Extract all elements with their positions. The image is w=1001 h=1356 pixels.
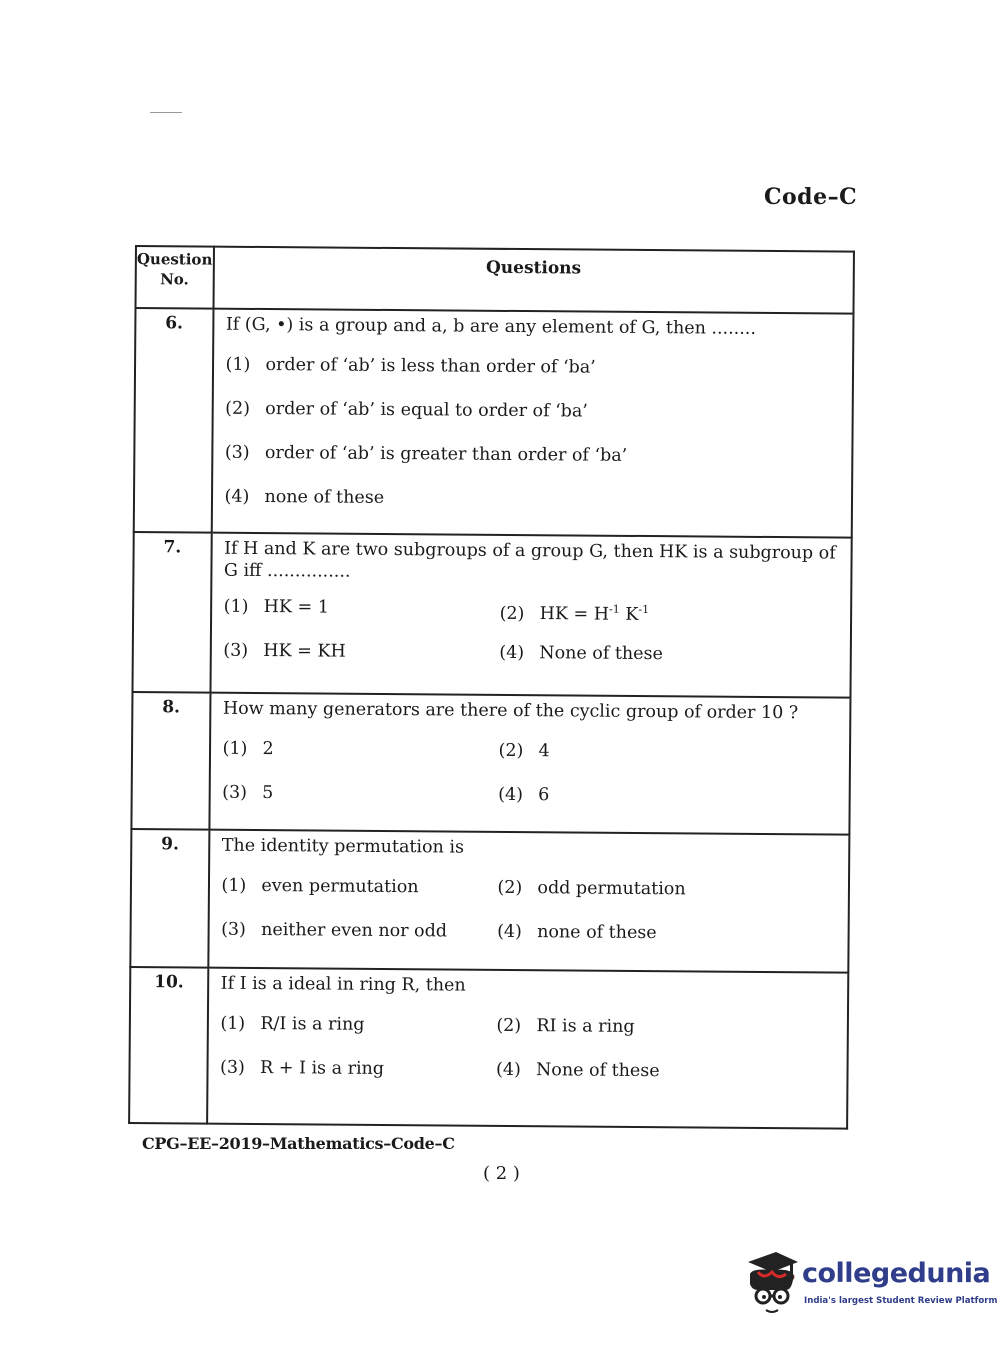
option: (1) R/I is a ring (220, 1013, 365, 1035)
question-row (132, 532, 851, 698)
option: (1) HK = 1 (223, 596, 330, 618)
questions-table (128, 245, 855, 1130)
header-question-no: Question No. (136, 246, 214, 309)
option: (4) 6 (498, 784, 550, 806)
option-row (221, 875, 838, 924)
mascot-icon (742, 1250, 804, 1320)
option: (1) 2 (222, 738, 274, 760)
option: (2) odd permutation (497, 877, 686, 900)
table-header-row (136, 246, 854, 314)
option: (4) None of these (495, 1059, 660, 1082)
question-body (208, 830, 850, 973)
option: (4) None of these (499, 642, 664, 665)
option: (2) RI is a ring (496, 1015, 635, 1037)
question-row (130, 829, 849, 973)
option-row (222, 738, 839, 787)
question-number: 7. (132, 532, 211, 693)
collegedunia-logo (742, 1250, 998, 1320)
option-row (222, 782, 839, 813)
option-row (223, 596, 840, 645)
footer-doc-code: CPG–EE–2019–Mathematics–Code–C (142, 1134, 455, 1153)
option: (2) order of ‘ab’ is equal to order of ‘ba’ (225, 398, 589, 422)
option: (3) 5 (222, 782, 274, 804)
logo-tagline: India's largest Student Review Platform (804, 1296, 998, 1306)
option: (1) order of ‘ab’ is less than order of ‘ba’ (225, 354, 596, 378)
logo-name: collegedunia (802, 1258, 991, 1289)
option: (4) none of these (497, 921, 657, 944)
question-body (211, 309, 853, 538)
option: (1) even permutation (221, 875, 419, 898)
question-number: 9. (130, 829, 209, 968)
option: (3) order of ‘ab’ is greater than order of ‘ba’ (224, 442, 628, 466)
question-body (207, 968, 849, 1129)
option: (2) HK = $H^{-1}$ $K^{-1}$ (499, 602, 650, 625)
question-stem: If H and K are two subgroups of a group G, then HK is a subgroup of G iff ............... (223, 538, 836, 582)
header-questions: Questions (213, 247, 854, 314)
option-row (220, 1013, 837, 1062)
question-body (209, 693, 851, 835)
question-stem: The identity permutation is (221, 835, 465, 858)
question-number: 8. (131, 692, 210, 830)
option: (3) HK = KH (223, 640, 346, 662)
question-stem: If I is a ideal in ring R, then (220, 973, 466, 996)
question-number: 10. (129, 967, 208, 1124)
option-row (223, 640, 840, 671)
question-row (131, 692, 850, 835)
option: (3) neither even nor odd (221, 919, 448, 942)
question-body (210, 533, 852, 698)
paper-code: Code–C (764, 184, 858, 210)
stray-mark (150, 112, 182, 113)
question-stem: If (G, •) is a group and a, b are any element of G, then ........ (225, 314, 757, 339)
question-number: 6. (134, 308, 213, 533)
page-number: ( 2 ) (483, 1163, 520, 1184)
option: (3) R + I is a ring (219, 1057, 385, 1079)
option: (2) 4 (498, 740, 550, 762)
question-row (129, 967, 848, 1129)
option-row (220, 1057, 837, 1088)
question-row (134, 308, 854, 538)
question-stem: How many generators are there of the cyclic group of order 10 ? (222, 698, 799, 724)
option: (4) none of these (224, 486, 385, 508)
option-row (221, 919, 838, 950)
